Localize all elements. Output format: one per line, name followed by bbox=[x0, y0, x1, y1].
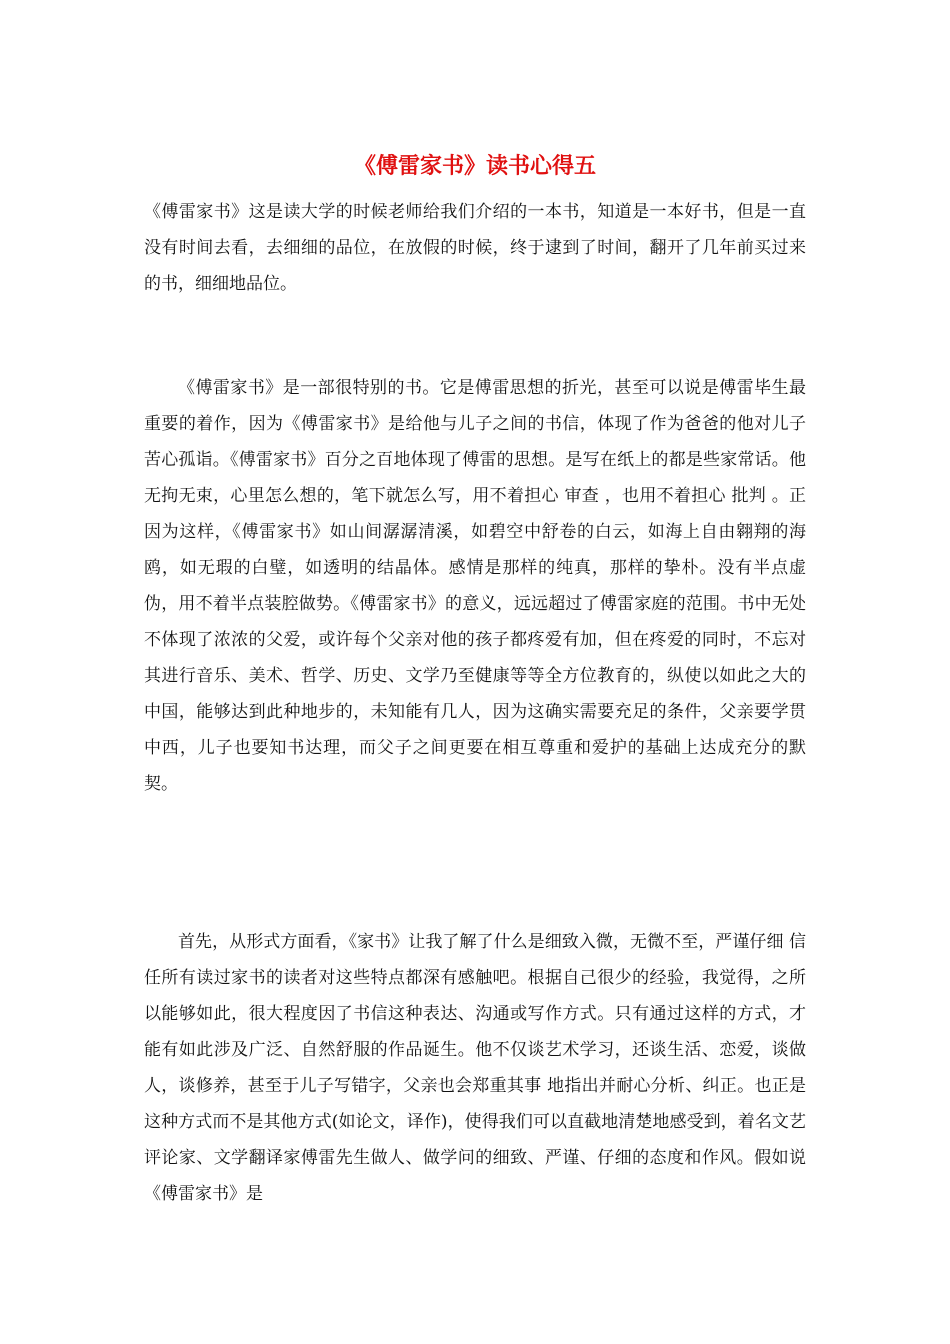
paragraph-book-significance: 《傅雷家书》是一部很特别的书。它是傅雷思想的折光，甚至可以说是傅雷毕生最重要的着作，因为《傅雷家书》是给他与儿子之间的书信，体现了作为爸爸的他对儿子苦心孤诣。《傅雷家书》百分之百地体现了傅雷的思想。是写在纸上的都是些家常话。他无拘无束，心里怎么想的，笔下就怎么写，用不着担心 审查 ，也用不着担心 批判 。正因为这样，《傅雷家书》如山间潺潺清溪，如碧空中舒卷的白云，如海上自由翱翔的海鸥，如无瑕的白璧，如透明的结晶体。感情是那样的纯真，那样的挚朴。没有半点虚伪，用不着半点装腔做势。《傅雷家书》的意义，远远超过了傅雷家庭的范围。书中无处不体现了浓浓的父爱，或许每个父亲对他的孩子都疼爱有加，但在疼爱的同时，不忘对其进行音乐、美术、哲学、历史、文学乃至健康等等全方位教育的，纵使以如此之大的中国，能够达到此种地步的，未知能有几人，因为这确实需要充足的条件，父亲要学贯中西，儿子也要知书达理，而父子之间更要在相互尊重和爱护的基础上达成充分的默契。 bbox=[144, 378, 806, 794]
paragraph-intro: 《傅雷家书》这是读大学的时候老师给我们介绍的一本书，知道是一本好书，但是一直没有时间去看，去细细的品位，在放假的时候，终于逮到了时间，翻开了几年前买过来的书，细细地品位。 bbox=[144, 202, 806, 294]
paragraph-form-analysis: 首先，从形式方面看，《家书》让我了解了什么是细致入微，无微不至，严谨仔细 信任所有读过家书的读者对这些特点都深有感触吧。根据自己很少的经验，我觉得，之所以能够如此，很大程度因了书信这种表达、沟通或写作方式。只有通过这样的方式，才能有如此涉及广泛、自然舒服的作品诞生。他不仅谈艺术学习，还谈生活、恋爱，谈做人，谈修养，甚至于儿子写错字，父亲也会郑重其事 地指出并耐心分析、纠正。也正是这种方式而不是其他方式(如论文，译作)，使得我们可以直截地清楚地感受到，着名文艺评论家、文学翻译家傅雷先生做人、做学问的细致、严谨、仔细的态度和作风。假如说《傅雷家书》是 bbox=[144, 932, 806, 1204]
document-title: 《傅雷家书》读书心得五 bbox=[353, 153, 596, 179]
